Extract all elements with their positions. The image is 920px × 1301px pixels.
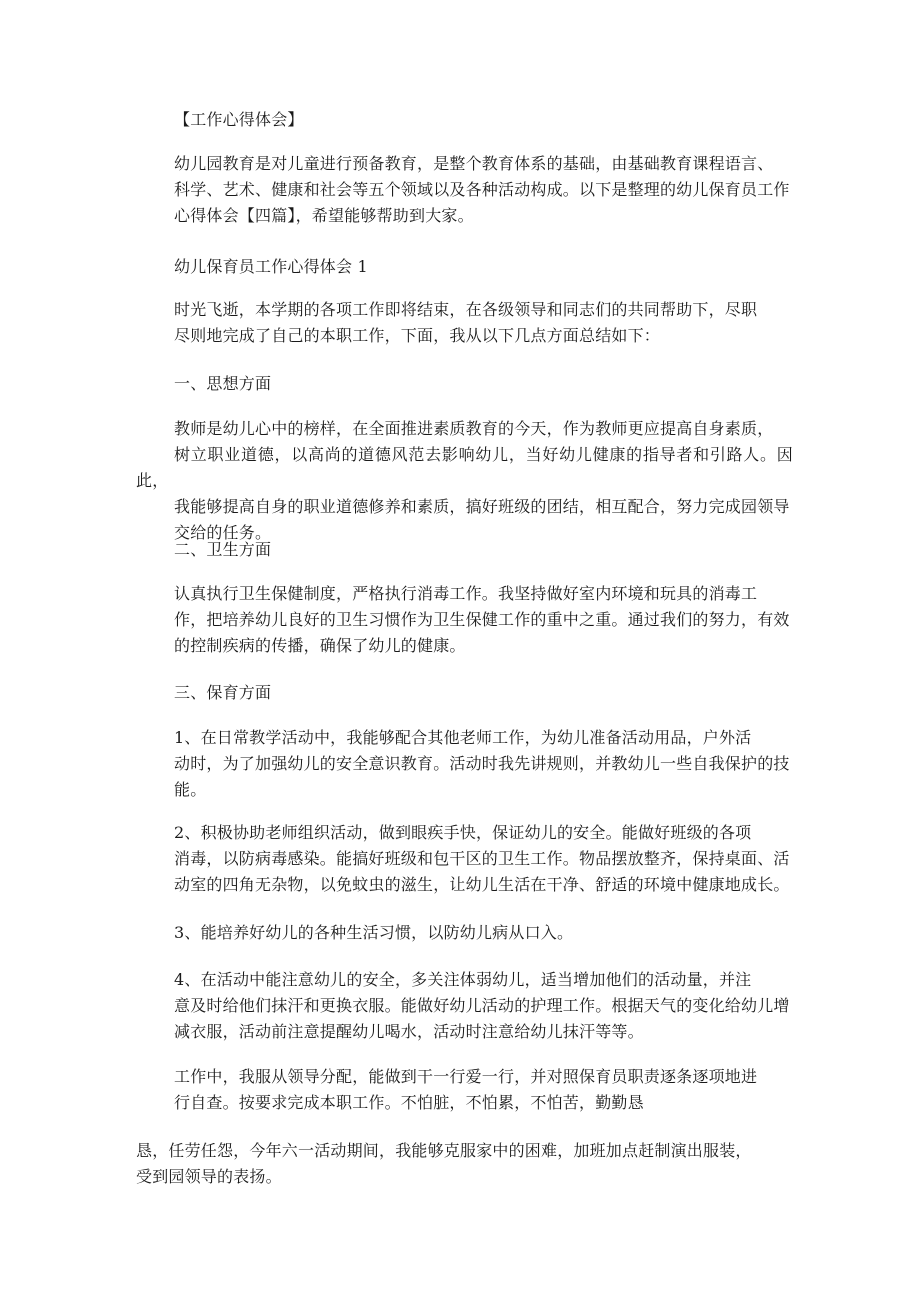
article-title-1: 幼儿保育员工作心得体会 1	[174, 257, 368, 276]
care-item-1: 1、在日常教学活动中，我能够配合其他老师工作，为幼儿准备活动用品，户外活 动时，为了加强幼儿的安全意识教育。活动时我先讲规则，并教幼儿一些自我保护的技 能。	[174, 728, 790, 799]
opening-paragraph: 时光飞逝，本学期的各项工作即将结束，在各级领导和同志们的共同帮助下，尽职 尽则地完成了自己的本职工作，下面，我从以下几点方面总结如下：	[174, 300, 758, 345]
thought-paragraph: 教师是幼儿心中的榜样，在全面推进素质教育的今天，作为教师更应提高自身素质， 树立职业道德，以高尚的道德风范去影响幼儿，当好幼儿健康的指导者和引路人。因此， 我能够提高自身的职业道德修养和素质，搞好班级的团结，相互配合，努力完成园领导 交给的任务。	[136, 419, 793, 542]
continuation-paragraph: 恳，任劳任怨，今年六一活动期间，我能够克服家中的困难，加班加点赶制演出服装， 受到园领导的表扬。	[136, 1141, 752, 1186]
intro-paragraph: 幼儿园教育是对儿童进行预备教育，是整个教育体系的基础，由基础教育课程语言、 科学、艺术、健康和社会等五个领域以及各种活动构成。以下是整理的幼儿保育员工作 心得体会【四篇】，希望能够帮助到大家。	[174, 154, 790, 225]
section-heading-hygiene: 二、卫生方面	[174, 540, 272, 559]
section-heading-thought: 一、思想方面	[174, 374, 272, 393]
doc-header: 【工作心得体会】	[174, 110, 304, 129]
hygiene-paragraph: 认真执行卫生保健制度，严格执行消毒工作。我坚持做好室内环境和玩具的消毒工 作，把培养幼儿良好的卫生习惯作为卫生保健工作的重中之重。通过我们的努力，有效 的控制疾病的传播，确保了幼儿的健康。	[174, 584, 790, 655]
care-item-4: 4、在活动中能注意幼儿的安全，多关注体弱幼儿，适当增加他们的活动量，并注 意及时给他们抹汗和更换衣服。能做好幼儿活动的护理工作。根据天气的变化给幼儿增 减衣服，活动前注意提醒幼儿喝水，活动时注意给幼儿抹汗等等。	[174, 970, 790, 1041]
work-attitude-paragraph: 工作中，我服从领导分配，能做到干一行爱一行，并对照保育员职责逐条逐项地进 行自查。按要求完成本职工作。不怕脏，不怕累，不怕苦，勤勤恳	[174, 1067, 758, 1112]
section-heading-care: 三、保育方面	[174, 683, 272, 702]
care-item-3: 3、能培养好幼儿的各种生活习惯，以防幼儿病从口入。	[174, 923, 574, 942]
care-item-2: 2、积极协助老师组织活动，做到眼疾手快，保证幼儿的安全。能做好班级的各项 消毒，以防病毒感染。能搞好班级和包干区的卫生工作。物品摆放整齐，保持桌面、活 动室的四角无杂物，以免蚊虫的滋生，让幼儿生活在干净、舒适的环境中健康地成长。	[174, 823, 790, 894]
